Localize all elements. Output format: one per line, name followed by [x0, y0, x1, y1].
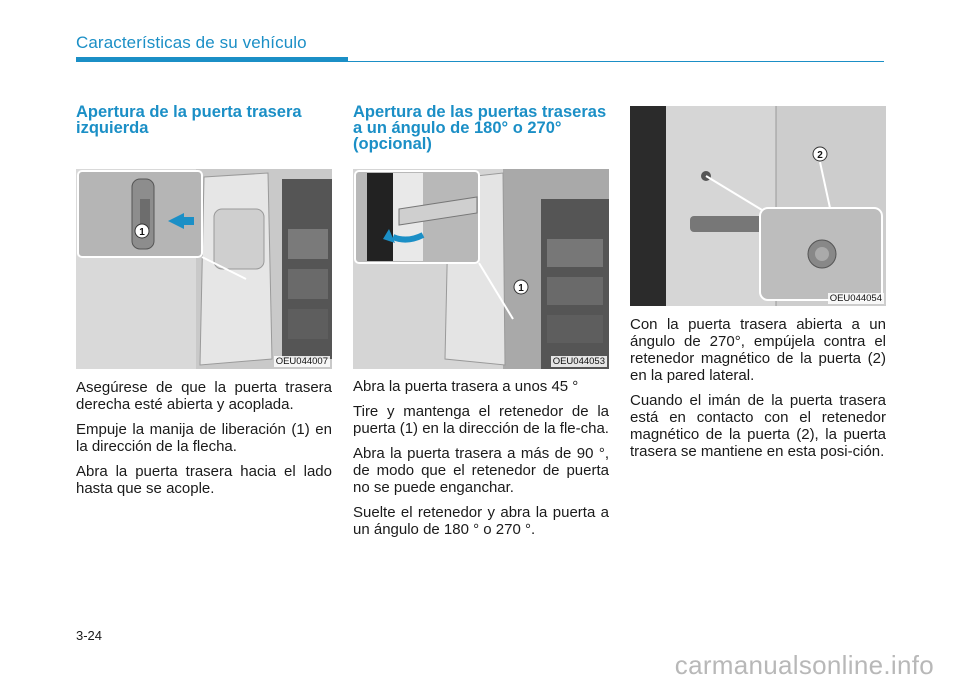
figure-left-door	[76, 169, 332, 369]
body-text-middle	[353, 378, 609, 538]
figure-code-left: OEU044007	[275, 356, 328, 367]
watermark: carmanualsonline.info	[674, 650, 934, 680]
header-rule-thick	[76, 57, 348, 62]
callout-2-right: 2	[817, 150, 823, 161]
paragraph: Tire y mantenga el retenedor de la puerta (1) en la dirección de la fle-cha.	[353, 403, 609, 437]
heading-door-angle: Apertura de las puertas traseras a un ángulo de 180° o 270° (opcional)	[353, 103, 607, 153]
paragraph: Empuje la manija de liberación (1) en la dirección de la flecha.	[76, 421, 332, 455]
header-rule-thin	[348, 61, 884, 62]
figure-code-right: OEU044054	[829, 293, 882, 304]
column-right	[630, 106, 886, 468]
heading-left-door: Apertura de la puerta trasera izquierda	[76, 103, 302, 137]
paragraph: Cuando el imán de la puerta trasera está en contacto con el retenedor magnético de la puerta (2), la puerta trasera se mantiene en esta posi-ción.	[630, 392, 886, 460]
paragraph: Abra la puerta trasera hacia el lado hasta que se acople.	[76, 463, 332, 497]
column-middle	[353, 104, 609, 546]
paragraph: Suelte el retenedor y abra la puerta a un ángulo de 180 ° o 270 °.	[353, 504, 609, 538]
figure-code-middle: OEU044053	[552, 356, 605, 367]
section-title: Características de su vehículo	[76, 33, 307, 52]
magnetic-retainer-illustration	[630, 106, 886, 306]
callout-1-left: 1	[139, 227, 145, 238]
paragraph: Abra la puerta trasera a más de 90 °, de modo que el retenedor de puerta no se puede enganchar.	[353, 445, 609, 496]
body-text-left	[76, 379, 332, 497]
left-door-illustration	[76, 169, 332, 369]
door-retainer-illustration	[353, 169, 609, 369]
page-number: 3-24	[76, 628, 103, 643]
figure-door-retainer	[353, 169, 609, 369]
figure-magnetic-retainer	[630, 106, 886, 306]
paragraph: Asegúrese de que la puerta trasera derecha esté abierta y acoplada.	[76, 379, 332, 413]
column-left	[76, 104, 332, 505]
body-text-right	[630, 316, 886, 460]
paragraph: Con la puerta trasera abierta a un ángulo de 270°, empújela contra el retenedor magnético de la puerta (2) en la pared lateral.	[630, 316, 886, 384]
callout-1-middle: 1	[518, 283, 524, 294]
paragraph: Abra la puerta trasera a unos 45 °	[353, 378, 579, 395]
